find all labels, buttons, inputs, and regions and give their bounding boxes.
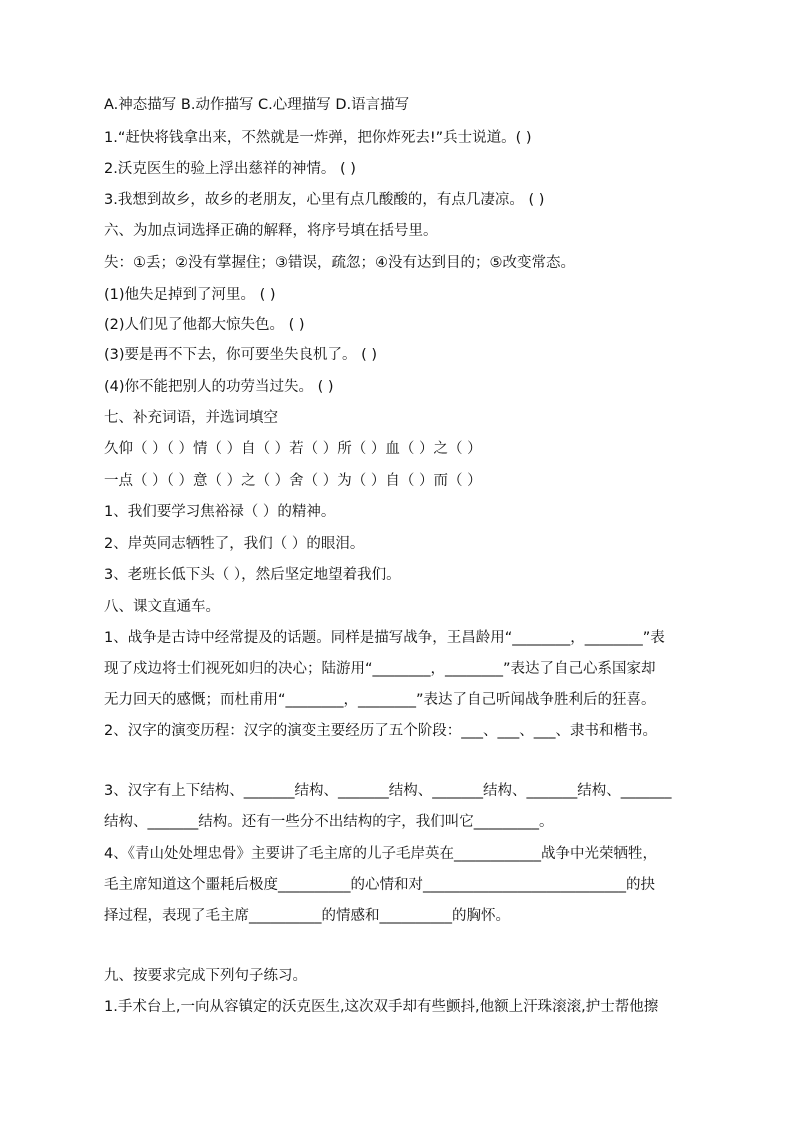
line-q2: 2.沃克医生的验上浮出慈祥的神情。 ( ) xyxy=(104,161,356,177)
line-fill-3: 3、老班长低下头（ ），然后坚定地望着我们。 xyxy=(104,567,401,583)
line-p1b: 现了戍边将士们视死如归的决心；陆游用“________，________”表达了自己心系国家却 xyxy=(104,661,656,677)
line-p3b: 结构、_______结构。还有一些分不出结构的字，我们叫它_________。 xyxy=(104,814,554,830)
line-p2: 2、汉字的演变历程：汉字的演变主要经历了五个阶段：___、___、___、隶书和楷书。 xyxy=(104,723,657,739)
line-p4c: 择过程，表现了毛主席__________的情感和__________的胸怀。 xyxy=(104,908,510,924)
line-p1c: 无力回天的感慨；而杜甫用“________，________”表达了自己听闻战争胜利后的狂喜。 xyxy=(104,692,656,708)
line-p3a: 3、汉字有上下结构、_______结构、_______结构、_______结构、_______结构、_______ xyxy=(104,783,672,799)
section-6-heading: 六、为加点词选择正确的解释，将序号填在括号里。 xyxy=(104,223,438,239)
section-8-heading: 八、课文直通车。 xyxy=(104,599,220,615)
line-definitions: 失：①丢；②没有掌握住；③错误，疏忽；④没有达到目的；⑤改变常态。 xyxy=(104,255,575,271)
line-s4: (4)你不能把别人的功劳当过失。 ( ) xyxy=(104,379,334,395)
line-fill-1: 1、我们要学习焦裕禄（ ）的精神。 xyxy=(104,504,336,520)
line-words-2: 一点（ ）（ ）意（ ）之（ ）舍（ ）为（ ）自（ ）而（ ） xyxy=(104,473,482,489)
section-9-heading: 九、按要求完成下列句子练习。 xyxy=(104,968,307,984)
line-q1: 1.“赶快将钱拿出来，不然就是一炸弹，把你炸死去!”兵士说道。( ) xyxy=(104,130,532,146)
line-options: A.神态描写 B.动作描写 C.心理描写 D.语言描写 xyxy=(104,97,410,113)
line-fill-2: 2、岸英同志牺牲了，我们（ ）的眼泪。 xyxy=(104,536,365,552)
line-q3: 3.我想到故乡，故乡的老朋友，心里有点几酸酸的，有点几凄凉。 ( ) xyxy=(104,192,545,208)
line-s1: (1)他失足掉到了河里。 ( ) xyxy=(104,287,276,303)
line-sentence-1: 1.手术台上,一向从容镇定的沃克医生,这次双手却有些颤抖,他额上汗珠滚滚,护士帮他擦 xyxy=(104,999,659,1015)
line-s3: (3)要是再不下去，你可要坐失良机了。 ( ) xyxy=(104,347,378,363)
line-s2: (2)人们见了他都大惊失色。 ( ) xyxy=(104,317,305,333)
section-7-heading: 七、补充词语，并选词填空 xyxy=(104,410,278,426)
line-p4a: 4、《青山处处埋忠骨》主要讲了毛主席的儿子毛岸英在____________战争中光荣牺牲， xyxy=(104,846,657,862)
line-p1a: 1、战争是古诗中经常提及的话题。同样是描写战争，王昌龄用“________，________”表 xyxy=(104,630,665,646)
line-p4b: 毛主席知道这个噩耗后极度__________的心情和对____________________________的抉 xyxy=(104,877,655,893)
line-words-1: 久仰（ ）（ ）情（ ）自（ ）若（ ）所（ ）血（ ）之（ ） xyxy=(104,441,482,457)
